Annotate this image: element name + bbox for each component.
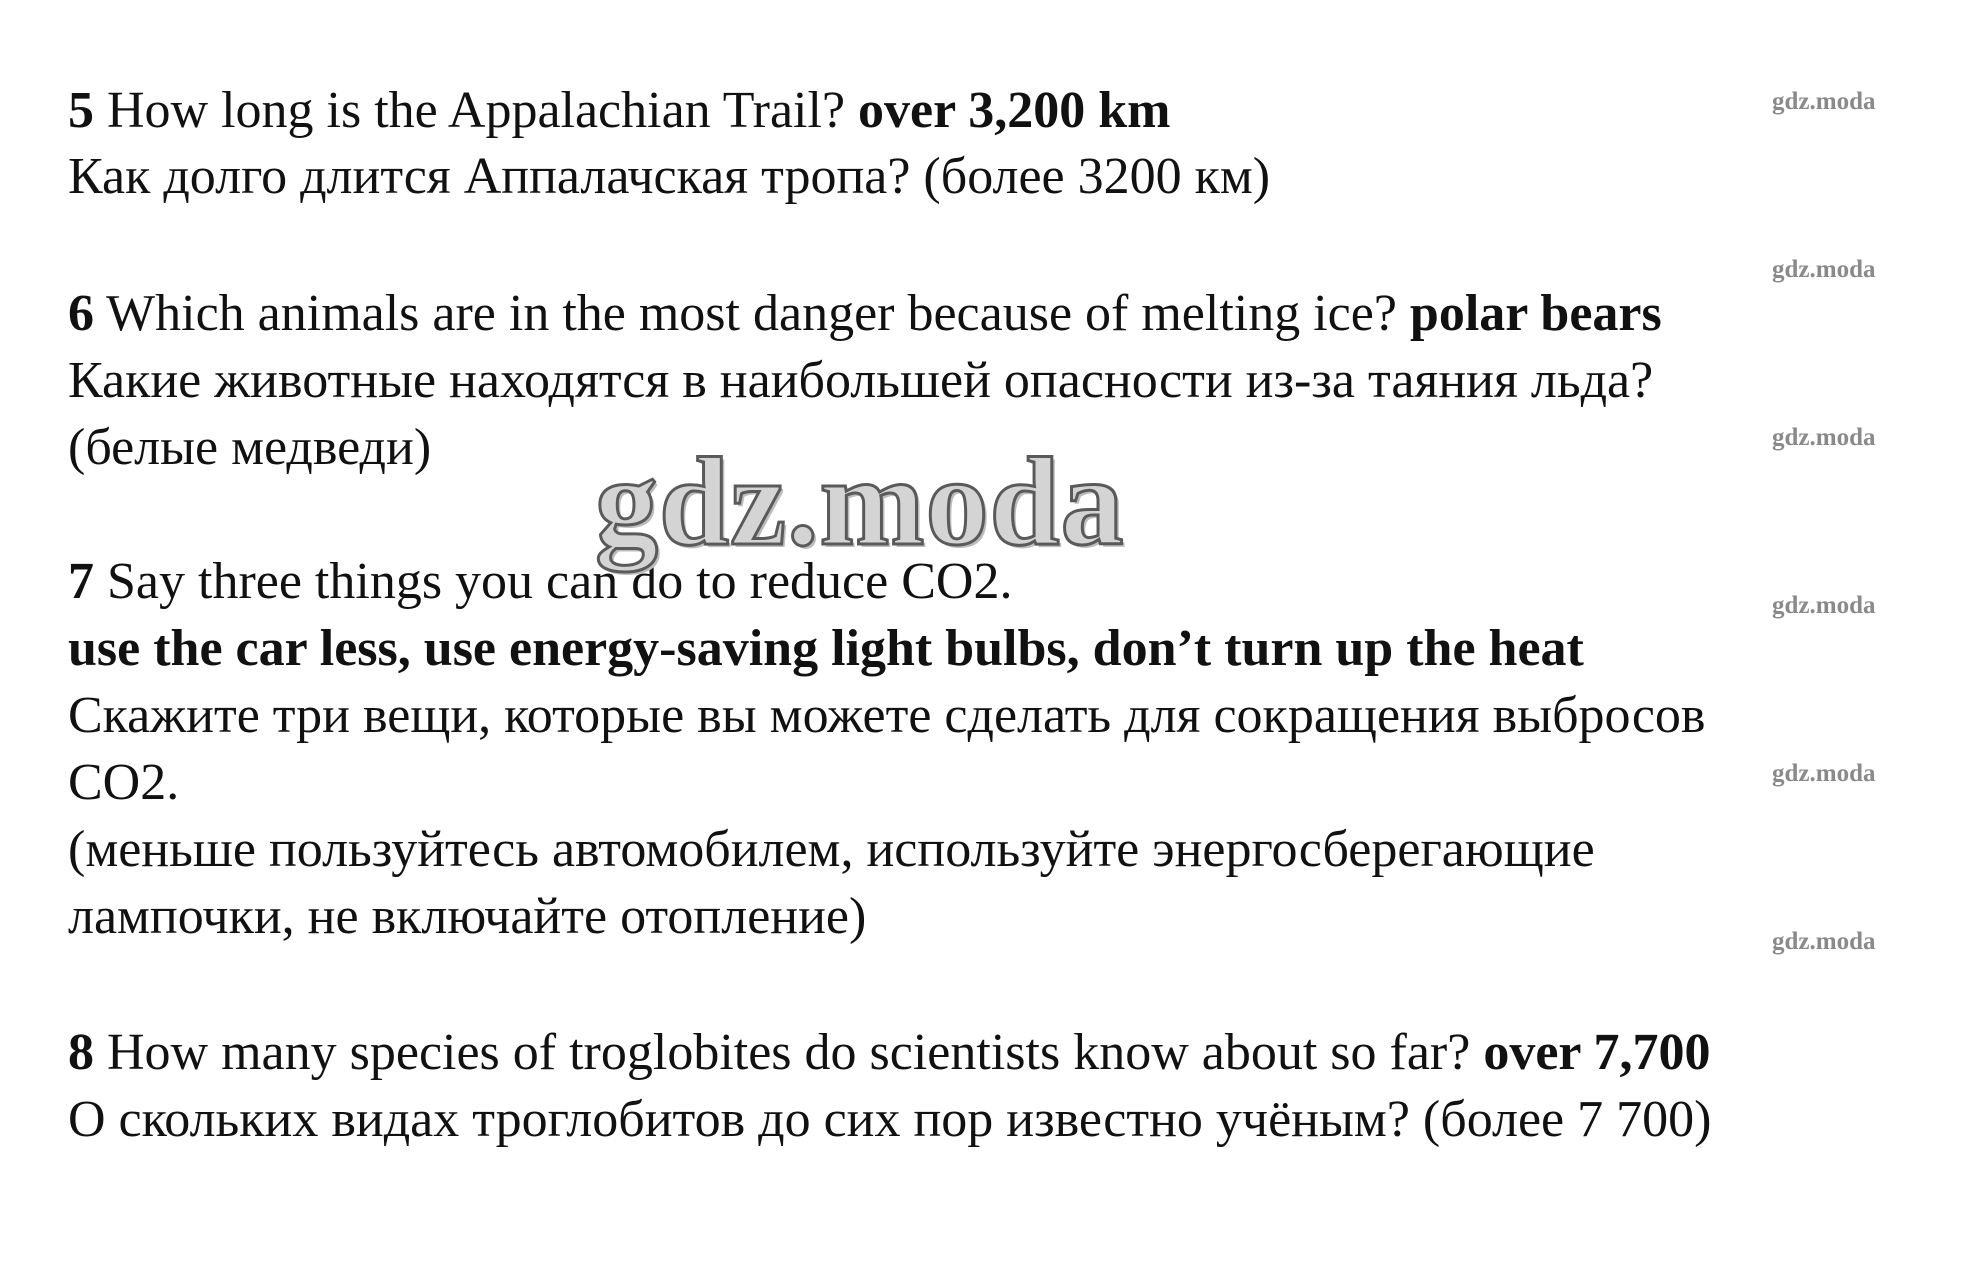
question-number: 6 — [68, 285, 94, 342]
translation-5: Как долго длится Аппалачская тропа? (более 3200 км) — [68, 148, 1271, 205]
translation-8: О скольких видах троглобитов до сих пор известно учёным? (более 7 700) — [68, 1091, 1712, 1148]
question-text: Say three things you can do to reduce CO2. — [94, 553, 1013, 610]
translation-7-line-4: лампочки, не включайте отопление) — [68, 888, 867, 945]
answer-text: over 7,700 — [1483, 1024, 1711, 1081]
answer-text: polar bears — [1409, 285, 1662, 342]
watermark-small: gdz.moda — [1772, 760, 1876, 787]
question-8 — [68, 1021, 1711, 1085]
question-6 — [68, 282, 1662, 346]
answer-text: use the car less, use energy-saving light bulbs, don’t turn up the heat — [68, 620, 1584, 677]
watermark-small: gdz.moda — [1772, 88, 1876, 115]
translation-7-line-1: Скажите три вещи, которые вы можете сделать для сокращения выбросов — [68, 687, 1706, 744]
watermark-large: gdz.moda — [595, 433, 1125, 572]
question-number: 5 — [68, 82, 94, 139]
question-5 — [68, 79, 1171, 143]
question-number: 8 — [68, 1024, 94, 1081]
answer-7 — [68, 617, 1584, 681]
watermark-small: gdz.moda — [1772, 424, 1876, 451]
translation-7-line-2: CO2. — [68, 754, 180, 811]
question-text: How many species of troglobites do scientists know about so far? — [94, 1024, 1484, 1081]
question-text: Which animals are in the most danger because of melting ice? — [94, 285, 1410, 342]
watermark-small: gdz.moda — [1772, 592, 1876, 619]
question-text: How long is the Appalachian Trail? — [94, 82, 859, 139]
watermark-small: gdz.moda — [1772, 928, 1876, 955]
answer-text: over 3,200 km — [858, 82, 1171, 139]
translation-6-line-2: (белые медведи) — [68, 419, 432, 476]
question-number: 7 — [68, 553, 94, 610]
translation-7-line-3: (меньше пользуйтесь автомобилем, используйте энергосберегающие — [68, 821, 1595, 878]
translation-6-line-1: Какие животные находятся в наибольшей опасности из-за таяния льда? — [68, 352, 1654, 409]
watermark-small: gdz.moda — [1772, 256, 1876, 283]
